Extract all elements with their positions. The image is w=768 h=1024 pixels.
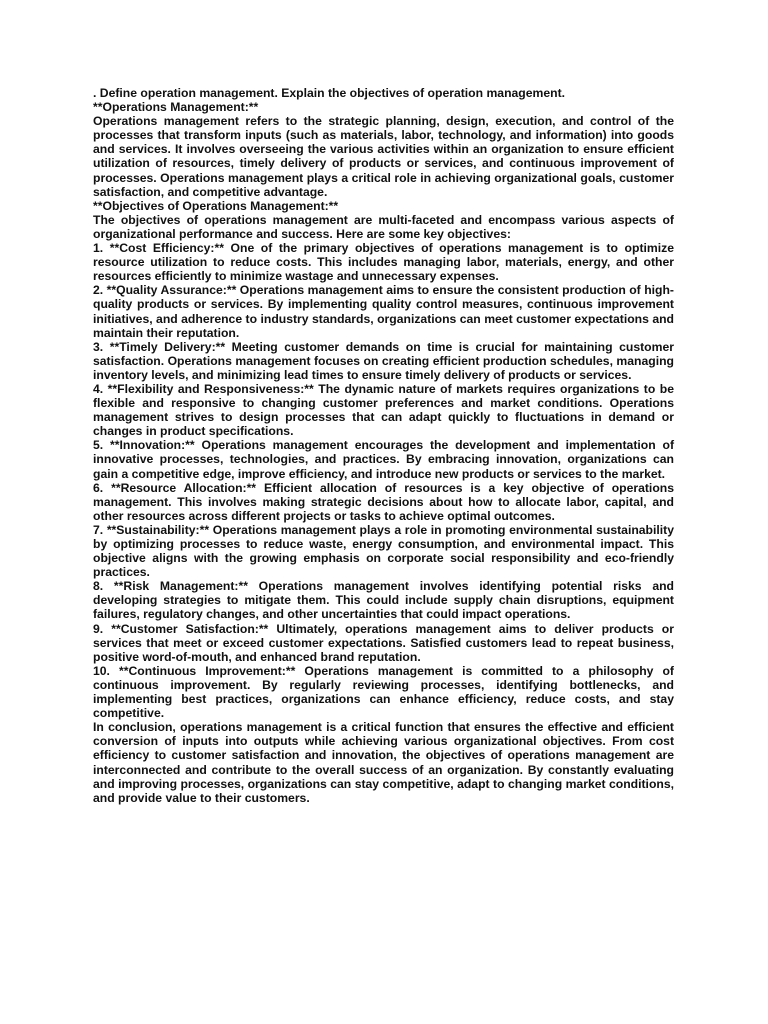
objective-resource-allocation: 6. **Resource Allocation:** Efficient allocation of resources is a key objective of operations management. This involves making strategic decisions about how to allocate labor, capital, and other resources across different projects or tasks to achieve optimal outcomes. (93, 480, 674, 523)
objective-continuous-improvement: 10. **Continuous Improvement:** Operations management is committed to a philosophy of continuous improvement. By regularly reviewing processes, identifying bottlenecks, and implementing best practices, organizations can enhance efficiency, reduce costs, and stay competitive. (93, 663, 674, 721)
objective-innovation: 5. **Innovation:** Operations management encourages the development and implementation of innovative processes, technologies, and practices. By embracing innovation, organizations can gain a competitive edge, improve efficiency, and introduce new products or services to the market. (93, 438, 674, 481)
objective-risk-management: 8. **Risk Management:** Operations management involves identifying potential risks and developing strategies to mitigate them. This could include supply chain disruptions, equipment failures, regulatory changes, and other uncertainties that could impact operations. (93, 579, 674, 622)
question-line: . Define operation management. Explain the objectives of operation management. (93, 86, 566, 100)
objective-quality-assurance: 2. **Quality Assurance:** Operations management aims to ensure the consistent production of high-quality products or services. By implementing quality control measures, continuous improvement initiatives, and adherence to industry standards, organizations can meet customer expectations and maintain their reputation. (93, 283, 674, 340)
objective-customer-satisfaction: 9. **Customer Satisfaction:** Ultimately, operations management aims to deliver products or services that meet or exceed customer expectations. Satisfied customers lead to repeat business, positive word-of-mouth, and enhanced brand reputation. (93, 621, 674, 664)
document-page (93, 86, 674, 805)
objective-cost-efficiency: 1. **Cost Efficiency:** One of the primary objectives of operations management is to optimize resource utilization to reduce costs. This includes managing labor, materials, energy, and other resources efficiently to minimize wastage and unnecessary expenses. (93, 241, 674, 284)
definition-paragraph: Operations management refers to the strategic planning, design, execution, and control of the processes that transform inputs (such as materials, labor, technology, and information) into goods and services. It involves overseeing the various activities within an organization to ensure efficient utilization of resources, timely delivery of products or services, and continuous improvement of processes. Operations management plays a critical role in achieving organizational goals, customer satisfaction, and competitive advantage. (93, 114, 674, 199)
heading-objectives: **Objectives of Operations Management:** (93, 198, 339, 213)
intro-paragraph: The objectives of operations management are multi-faceted and encompass various aspects of organizational performance and success. Here are some key objectives: (93, 212, 674, 241)
objective-timely-delivery: 3. **Timely Delivery:** Meeting customer demands on time is crucial for maintaining customer satisfaction. Operations management focuses on creating efficient production schedules, managing inventory levels, and minimizing lead times to ensure timely delivery of products or services. (93, 339, 674, 382)
objective-flexibility: 4. **Flexibility and Responsiveness:** The dynamic nature of markets requires organizations to be flexible and responsive to changing customer preferences and market conditions. Operations management strives to design processes that can adapt quickly to fluctuations in demand or changes in product specifications. (93, 381, 674, 439)
objective-sustainability: 7. **Sustainability:** Operations management plays a role in promoting environmental sustainability by optimizing processes to reduce waste, energy consumption, and environmental impact. This objective aligns with the growing emphasis on corporate social responsibility and eco-friendly practices. (93, 522, 674, 580)
conclusion-paragraph: In conclusion, operations management is a critical function that ensures the effective and efficient conversion of inputs into outputs while achieving various organizational objectives. From cost efficiency to customer satisfaction and innovation, the objectives of operations management are interconnected and contribute to the overall success of an organization. By constantly evaluating and improving processes, organizations can stay competitive, adapt to changing market conditions, and provide value to their customers. (93, 720, 674, 805)
heading-operations-management: **Operations Management:** (93, 100, 259, 115)
